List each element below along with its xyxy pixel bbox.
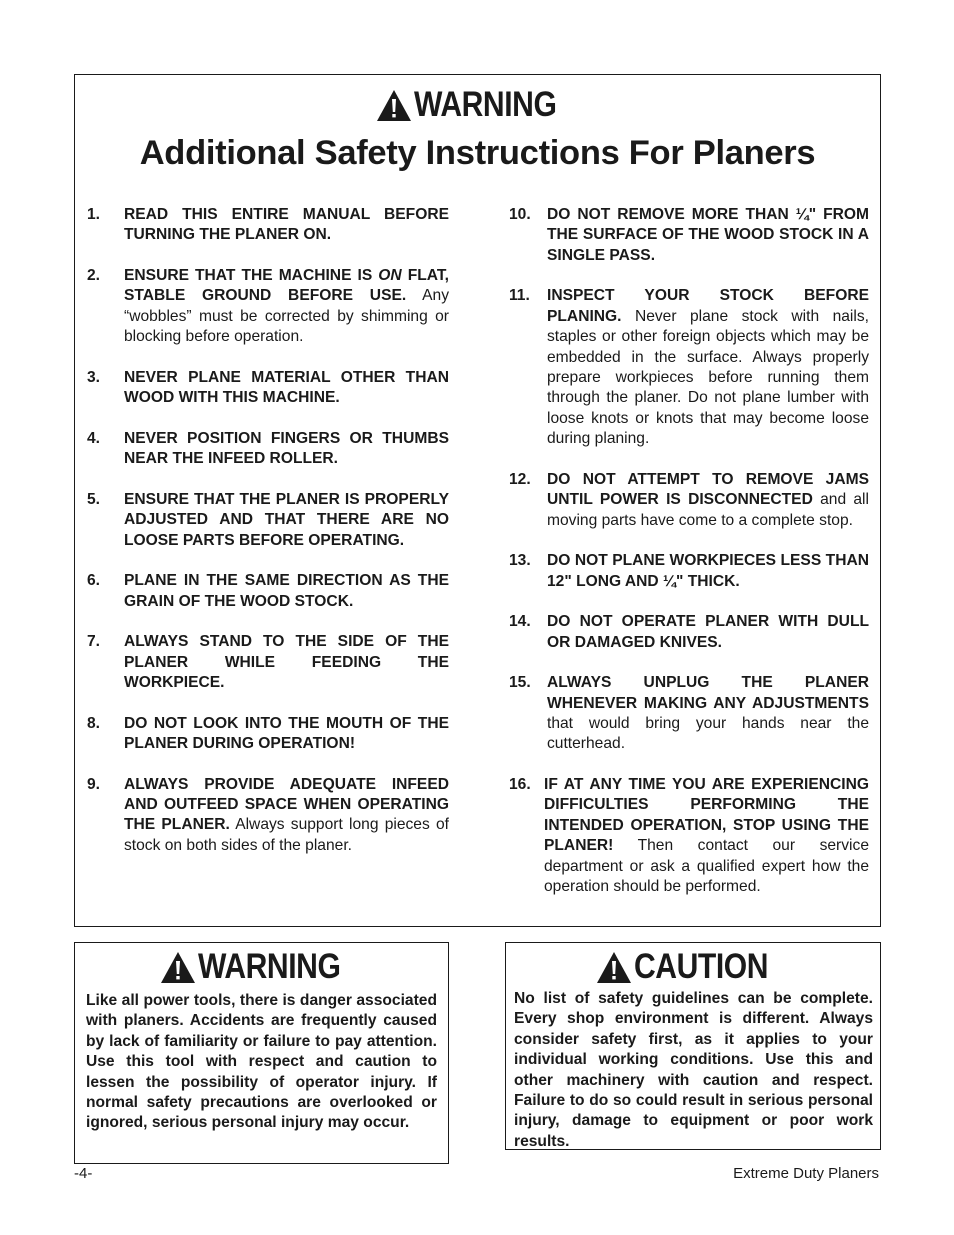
instruction-number: 14. (509, 613, 531, 631)
instruction-number: 10. (509, 206, 531, 223)
instruction-item (509, 470, 869, 531)
page-title: Additional Safety Instructions For Planers (139, 134, 816, 172)
instruction-number: 15. (509, 674, 531, 692)
instruction-number: 9. (87, 775, 101, 793)
warning-notice-signal-word: WARNING (197, 947, 341, 986)
instruction-text (547, 470, 869, 531)
warning-triangle-icon (596, 951, 632, 984)
warning-notice-text: Like all power tools, there is danger associated with planers. Accidents are frequently caused by lack of familiarity or failure to pay attention. Use this tool with respect and caution to lessen the possibility of operator injury. If normal safety precautions are overlooked or ignored, serious personal injury may occur. (86, 992, 437, 1132)
instruction-item (87, 775, 449, 857)
instruction-bold-text: DO NOT LOOK INTO THE MOUTH OF THE PLANER DURING OPERATION! (124, 714, 449, 753)
instruction-number: 16. (509, 776, 531, 794)
instruction-text (124, 775, 449, 857)
instruction-item (87, 429, 449, 470)
instruction-number: 5. (87, 490, 101, 508)
instruction-text (547, 551, 869, 592)
instruction-bold-text: READ THIS ENTIRE MANUAL BEFORE TURNING THE PLANER ON. (124, 206, 449, 244)
instruction-item (509, 673, 869, 755)
document-title: Extreme Duty Planers (733, 1165, 879, 1182)
instruction-number: 3. (87, 368, 101, 386)
instruction-detail-text: Never plane stock with nails, staples or other foreign objects which may be embedded in the surface. Always properly prepare workpieces before running them through the planer. Do not plane lumber with loose knots or knots that may become loose during planing. (547, 307, 869, 448)
instruction-text (124, 429, 449, 470)
instruction-text (124, 571, 449, 612)
instruction-detail-text: Always support long pieces of stock on both sides of the planer. (124, 816, 449, 854)
caution-notice-signal-word: CAUTION (634, 947, 769, 986)
instruction-text (124, 205, 449, 246)
instruction-text (547, 286, 869, 449)
instructions-right-column (509, 205, 869, 918)
instruction-detail-text: that would bring your hands near the cutterhead. (547, 715, 869, 753)
instruction-bold-text: ENSURE THAT THE MACHINE IS (124, 267, 379, 284)
warning-triangle-icon (160, 951, 196, 984)
instruction-bold-text: ALWAYS STAND TO THE SIDE OF THE PLANER WHILE FEEDING THE WORKPIECE. (124, 633, 449, 692)
instruction-text (124, 490, 449, 551)
instruction-bold-text: ENSURE THAT THE PLANER IS PROPERLY ADJUSTED AND THAT THERE ARE NO LOOSE PARTS BEFORE OPERATING. (124, 490, 449, 549)
instructions-left-column (87, 205, 449, 876)
instruction-detail-text: and all moving parts have come to a complete stop. (547, 491, 869, 529)
instruction-item (509, 612, 869, 653)
instruction-item (509, 205, 869, 266)
instruction-bold-text: ALWAYS UNPLUG THE PLANER WHENEVER MAKING ANY ADJUSTMENTS (547, 674, 869, 712)
instruction-item (87, 571, 449, 612)
instruction-number: 8. (87, 714, 101, 732)
caution-notice-signal (506, 947, 880, 987)
instruction-bold-text: DO NOT PLANE WORKPIECES LESS THAN 12" LONG AND ¼" THICK. (547, 552, 869, 590)
instruction-item (87, 490, 449, 551)
instruction-text (124, 632, 449, 693)
instruction-item (509, 286, 869, 449)
instruction-item (87, 266, 449, 348)
instruction-bold-text: ALWAYS PROVIDE ADEQUATE INFEED AND OUTFEED SPACE WHEN OPERATING THE PLANER. (124, 775, 449, 834)
instruction-text (124, 368, 449, 409)
instruction-bold-text: NEVER PLANE MATERIAL OTHER THAN WOOD WITH THIS MACHINE. (124, 368, 449, 407)
instruction-text (547, 612, 869, 653)
warning-signal (75, 85, 880, 125)
instruction-item (87, 632, 449, 693)
warning-signal-word: WARNING (413, 85, 557, 124)
panel-header (75, 85, 880, 175)
instruction-bold-text: NEVER POSITION FINGERS OR THUMBS NEAR THE INFEED ROLLER. (124, 429, 449, 468)
instruction-text (547, 205, 869, 266)
instruction-bold-text: DO NOT ATTEMPT TO REMOVE JAMS UNTIL POWER IS DISCONNECTED (547, 470, 869, 509)
instruction-number: 1. (87, 206, 101, 223)
instruction-number: 13. (509, 552, 531, 570)
instruction-bold-text: DO NOT OPERATE PLANER WITH DULL OR DAMAGED KNIVES. (547, 613, 869, 651)
instruction-item (509, 551, 869, 592)
instruction-bold-text: DO NOT REMOVE MORE THAN ¼" FROM THE SURFACE OF THE WOOD STOCK IN A SINGLE PASS. (547, 206, 869, 264)
instruction-text (124, 266, 449, 348)
instruction-number: 12. (509, 470, 531, 488)
page-number: -4- (74, 1165, 93, 1182)
instruction-bold-text: IF AT ANY TIME YOU ARE EXPERIENCING DIFFICULTIES PERFORMING THE INTENDED OPERATION, STOP USING THE PLANER! (544, 776, 869, 855)
instruction-number: 11. (509, 287, 530, 305)
caution-notice-box (505, 942, 881, 1150)
instruction-bold-text: FLAT, STABLE GROUND BEFORE USE. (124, 267, 449, 305)
caution-notice-text: No list of safety guidelines can be complete. Every shop environment is different. Always consider safety first, as it applies to your individual working conditions. Use this and other machinery with caution and respect. Failure to do so could result in serious personal injury, damage to equipment or poor work results. (514, 990, 873, 1150)
instruction-number: 2. (87, 267, 101, 284)
warning-triangle-icon (376, 89, 412, 122)
instruction-text (544, 775, 869, 897)
instruction-bold-text: INSPECT YOUR STOCK BEFORE PLANING. (547, 287, 869, 325)
instruction-text (124, 714, 449, 755)
instruction-number: 7. (87, 633, 101, 651)
warning-notice-box (74, 942, 449, 1164)
instruction-text (547, 673, 869, 755)
instruction-item (509, 775, 869, 897)
instruction-item (87, 205, 449, 246)
instruction-emphasis-text: ON (378, 267, 402, 284)
instruction-number: 4. (87, 429, 101, 447)
safety-instructions-panel (74, 74, 881, 927)
instruction-number: 6. (87, 572, 101, 590)
instruction-detail-text: Then contact our service department or ask a qualified expert how the operation should be performed. (544, 837, 869, 896)
instruction-bold-text: PLANE IN THE SAME DIRECTION AS THE GRAIN OF THE WOOD STOCK. (124, 572, 449, 610)
warning-notice-signal (75, 947, 448, 987)
instruction-item (87, 368, 449, 409)
instruction-detail-text: Any “wobbles” must be corrected by shimming or blocking before operation. (124, 287, 449, 346)
instruction-item (87, 714, 449, 755)
